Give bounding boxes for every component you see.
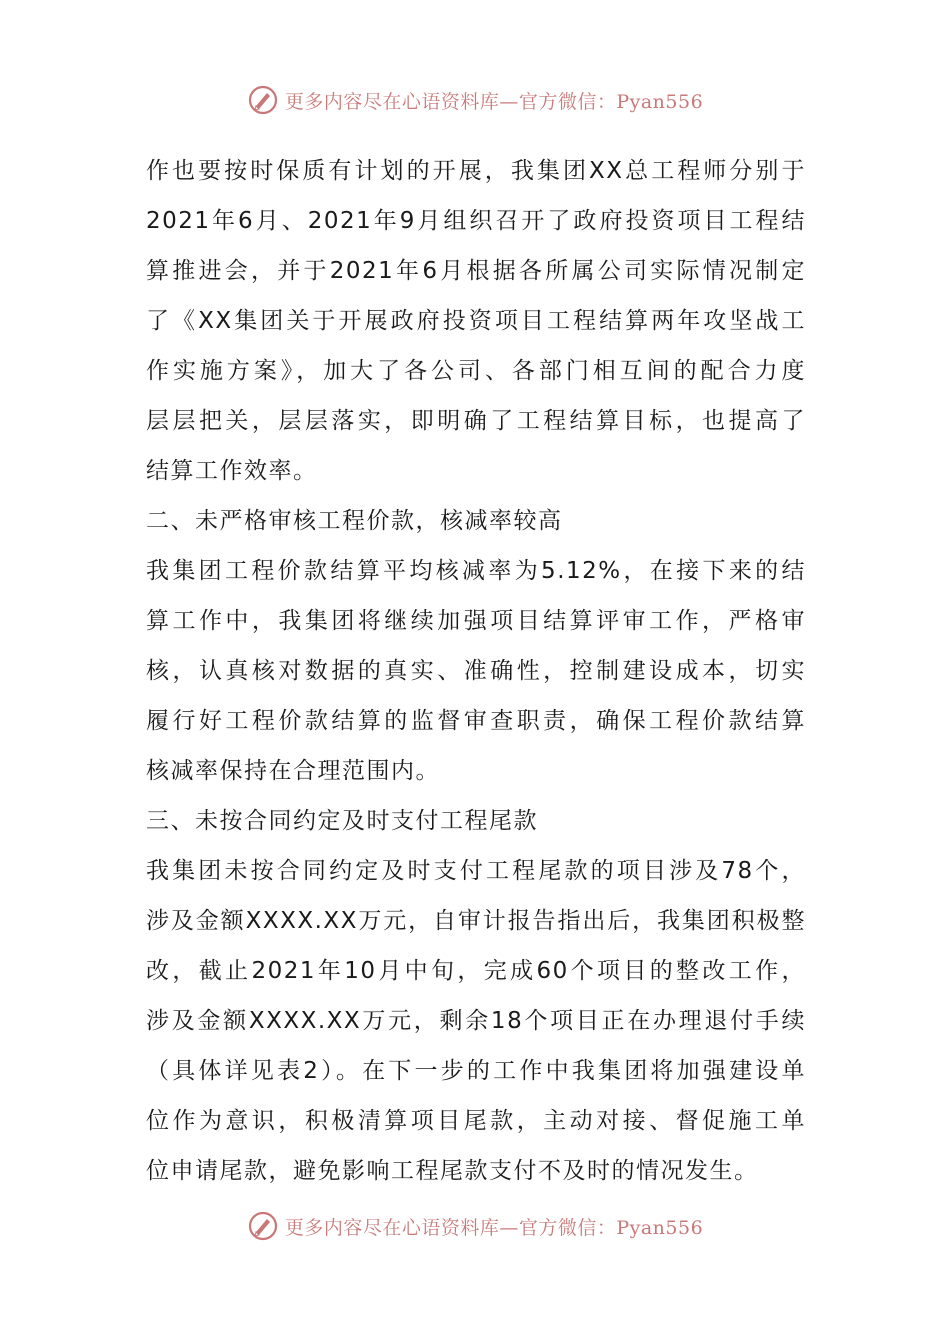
text-line: 2021年6月、2021年9月组织召开了政府投资项目工程结 [146,208,806,234]
document-body [146,146,806,1196]
text-line: 涉及金额XXXX.XX万元，自审计报告指出后，我集团积极整 [146,908,806,934]
footer-watermark [0,1210,950,1242]
text-line: 了《XX集团关于开展政府投资项目工程结算两年攻坚战工 [146,308,806,334]
text-line: 核，认真核对数据的真实、准确性，控制建设成本，切实 [146,658,806,684]
text-line: 涉及金额XXXX.XX万元，剩余18个项目正在办理退付手续 [146,1008,806,1034]
watermark-text: 更多内容尽在心语资料库—官方微信：Pyan556 [284,90,704,113]
text-line: 作也要按时保质有计划的开展，我集团XX总工程师分别于 [146,158,806,184]
text-line: 算工作中，我集团将继续加强项目结算评审工作，严格审 [146,608,806,634]
header-watermark [0,84,950,116]
text-line: 我集团未按合同约定及时支付工程尾款的项目涉及78个， [146,858,806,884]
text-line: 核减率保持在合理范围内。 [146,758,440,784]
pen-circle-icon [247,84,279,116]
text-line: 履行好工程价款结算的监督审查职责，确保工程价款结算 [146,708,806,734]
text-line: 位作为意识，积极清算项目尾款，主动对接、督促施工单 [146,1108,806,1134]
text-line: 我集团工程价款结算平均核减率为5.12%，在接下来的结 [146,558,806,584]
section-heading: 二、未严格审核工程价款，核减率较高 [146,508,563,534]
section-heading: 三、未按合同约定及时支付工程尾款 [146,808,538,834]
text-line: 作实施方案》，加大了各公司、各部门相互间的配合力度 [146,358,806,384]
pen-circle-icon [247,1210,279,1242]
text-line: 算推进会，并于2021年6月根据各所属公司实际情况制定 [146,258,806,284]
text-line: 层层把关，层层落实，即明确了工程结算目标，也提高了 [146,408,806,434]
text-line: （具体详见表2）。在下一步的工作中我集团将加强建设单 [146,1058,806,1084]
text-line: 结算工作效率。 [146,458,318,484]
text-line: 改，截止2021年10月中旬，完成60个项目的整改工作， [146,958,806,984]
text-line: 位申请尾款，避免影响工程尾款支付不及时的情况发生。 [146,1158,759,1184]
watermark-text: 更多内容尽在心语资料库—官方微信：Pyan556 [284,1216,704,1239]
